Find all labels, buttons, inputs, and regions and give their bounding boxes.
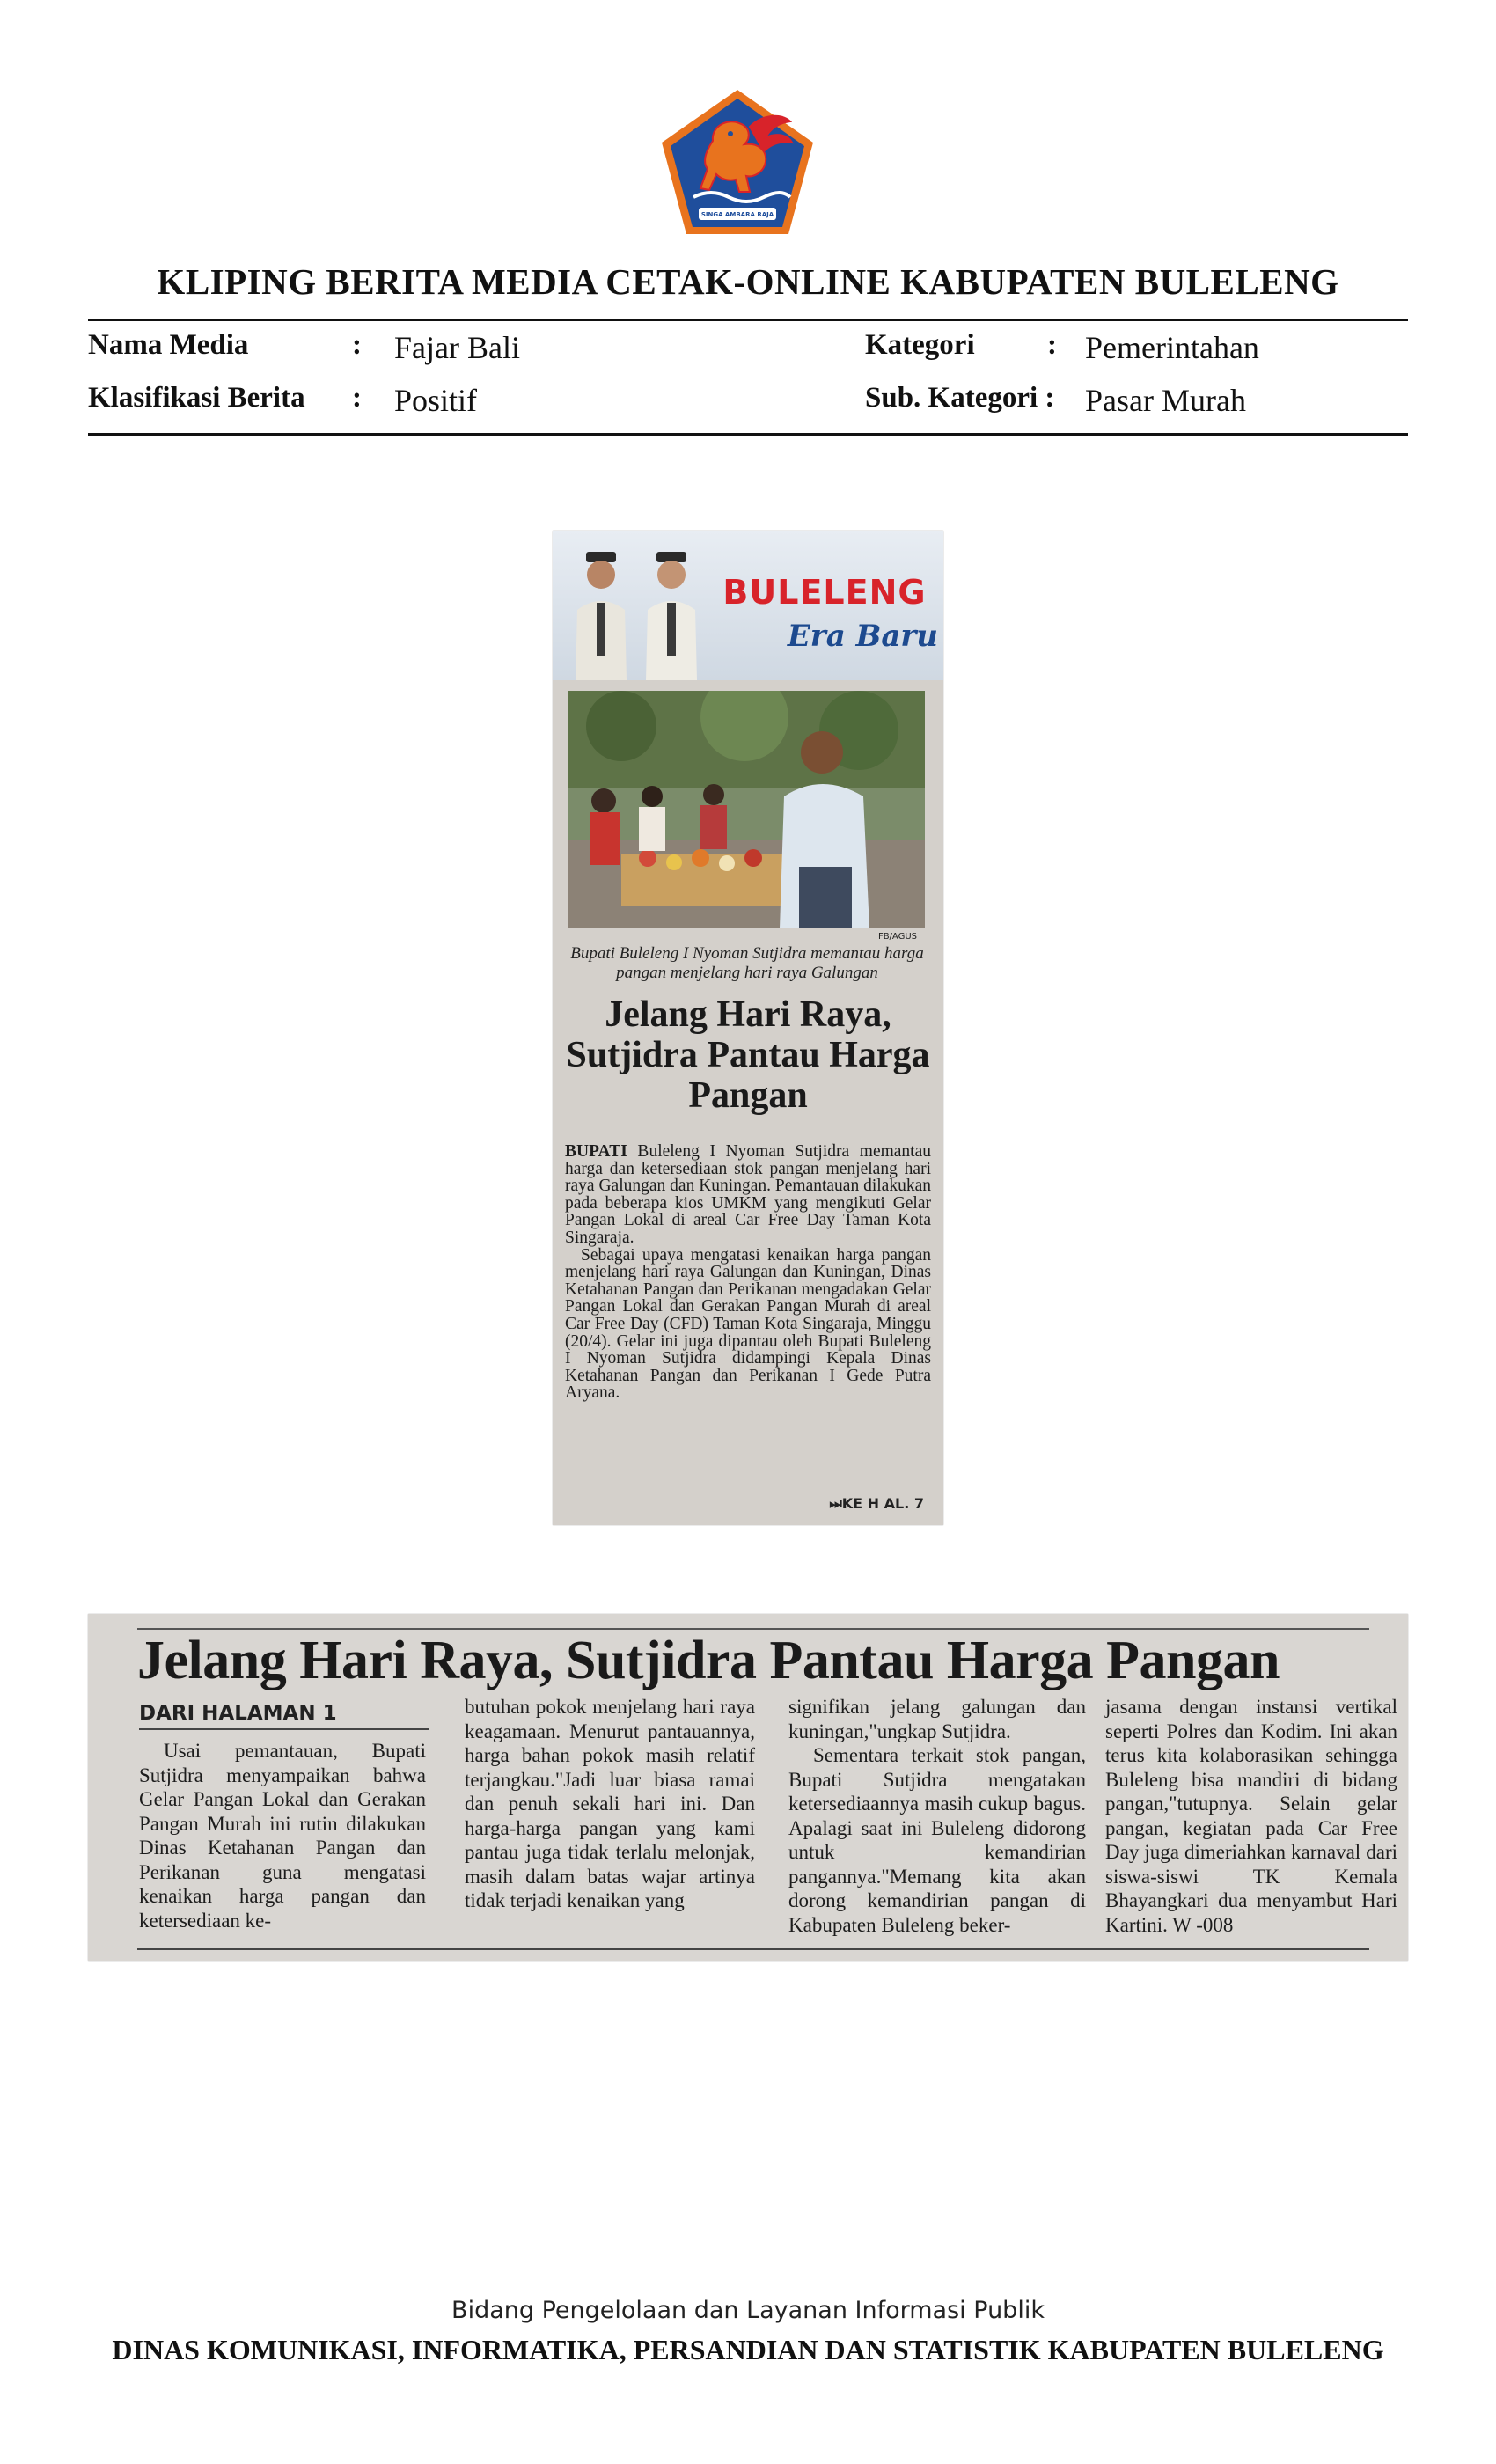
kategori-colon: :: [1047, 329, 1057, 361]
article-lead-word: BUPATI: [565, 1142, 627, 1161]
klasifikasi-berita-value: Positif: [394, 383, 478, 418]
document-title: KLIPING BERITA MEDIA CETAK-ONLINE KABUPATEN BULELENG: [157, 261, 1339, 302]
article-column-4: [1105, 1695, 1397, 1937]
sub-kategori-label: Sub. Kategori :: [865, 382, 1055, 414]
klasifikasi-berita-label: Klasifikasi Berita: [88, 382, 305, 414]
nama-media-label: Nama Media: [88, 329, 249, 361]
article-paragraph: jasama dengan instansi vertikal seperti Polres dan Kodim. Ini akan terus kita kolaborasikan sehingga Buleleng bisa mandiri di bidang pangan,"tutupnya. Selain gelar pangan, kegiatan pada Car Free Day juga dimeriahkan karnaval dari siswa-siswi TK Kemala Bhayangkari dua menyambut Hari Kartini. W -008: [1105, 1696, 1397, 1936]
news-clipping-continuation: [88, 1614, 1408, 1961]
clipping-bottom-rule: [137, 1948, 1369, 1950]
article-paragraph: Sementara terkait stok pangan, Bupati Sutjidra mengatakan ketersediaannya masih cukup bagus. Apalagi saat ini Buleleng didorong untuk kemandirian pangannya."Memang kita akan dorong kemandirian pangan di Kabupaten Buleleng beker-: [788, 1744, 1086, 1936]
sub-kategori-value: Pasar Murah: [1085, 383, 1246, 418]
article-paragraph: [565, 1143, 931, 1247]
continuation-source-label: DARI HALAMAN 1: [139, 1702, 337, 1725]
article-body: [565, 1143, 931, 1402]
footer-division: Bidang Pengelolaan dan Layanan Informasi Publik: [451, 2297, 1045, 2324]
header-divider-top: [88, 319, 1408, 321]
official-portrait-regent: [570, 548, 632, 680]
klasifikasi-berita-colon: :: [352, 382, 362, 414]
article-column-2: [465, 1695, 755, 1913]
nama-media-value: Fajar Bali: [394, 330, 520, 365]
article-column-3: [788, 1695, 1086, 1937]
continuation-source-rule: [139, 1728, 429, 1730]
official-portrait-deputy: [641, 548, 702, 680]
photo-credit: FB/AGUS: [877, 932, 917, 942]
footer-agency: DINAS KOMUNIKASI, INFORMATIKA, PERSANDIAN DAN STATISTIK KABUPATEN BULELENG: [112, 2334, 1384, 2365]
news-photo-market: [568, 691, 925, 928]
article-paragraph: butuhan pokok menjelang hari raya keagamaan. Menurut pantauannya, harga bahan pokok masih relatif terjangkau."Jadi luar biasa ramai dan penuh sekali hari ini. Dan harga-harga pangan yang kami pantau juga tidak terlalu melonjak, masih dalam batas wajar artinya tidak terjadi kenaikan yang: [465, 1696, 755, 1911]
continued-page-marker: ⏭KE H AL. 7: [829, 1495, 924, 1512]
logo-motto: SINGA AMBARA RAJA: [700, 211, 774, 218]
nama-media-colon: :: [352, 329, 362, 361]
banner-title: BULELENG: [722, 573, 927, 612]
article-paragraph: Usai pemantauan, Bupati Sutjidra menyampaikan bahwa Gelar Pangan Lokal dan Gerakan Pangan Murah ini rutin dilakukan Dinas Ketahanan Pangan dan Perikanan guna mengatasi kenaikan harga pangan dan ketersediaan ke-: [139, 1740, 426, 1932]
article-paragraph: Sebagai upaya mengatasi kenaikan harga pangan menjelang hari raya Galungan dan Kuningan, Dinas Ketahanan Pangan dan Perikanan mengadakan Gelar Pangan Lokal dan Gerakan Pangan Murah di areal Car Free Day (CFD) Taman Kota Singaraja, Minggu (20/4). Gelar ini juga dipantau oleh Bupati Buleleng I Nyoman Sutjidra didampingi Kepala Dinas Ketahanan Pangan dan Perikanan I Gede Putra Aryana.: [565, 1245, 931, 1403]
kategori-label: Kategori: [865, 329, 975, 361]
continuation-headline: Jelang Hari Raya, Sutjidra Pantau Harga Pangan: [137, 1631, 1280, 1690]
banner-subtitle: Era Baru: [787, 619, 938, 654]
news-clipping-front-page: [553, 531, 943, 1525]
photo-caption: Bupati Buleleng I Nyoman Sutjidra memantau harga pangan menjelang hari raya Galungan: [570, 944, 924, 982]
article-paragraph: signifikan jelang galungan dan kuningan,"ungkap Sutjidra.: [788, 1696, 1086, 1742]
buleleng-era-baru-banner: [553, 531, 943, 680]
header-divider-bottom: [88, 433, 1408, 436]
kategori-value: Pemerintahan: [1085, 330, 1259, 365]
article-paragraph-text: Buleleng I Nyoman Sutjidra memantau harga dan ketersediaan stok pangan menjelang hari raya Galungan dan Kuningan. Pemantauan dilakukan pada beberapa kios UMKM yang mengikuti Gelar Pangan Lokal di areal Car Free Day Taman Kota Singaraja.: [565, 1142, 931, 1247]
article-column-1: [139, 1739, 426, 1932]
kabupaten-buleleng-logo: [658, 88, 817, 238]
article-headline: Jelang Hari Raya, Sutjidra Pantau Harga Pangan: [566, 994, 930, 1116]
